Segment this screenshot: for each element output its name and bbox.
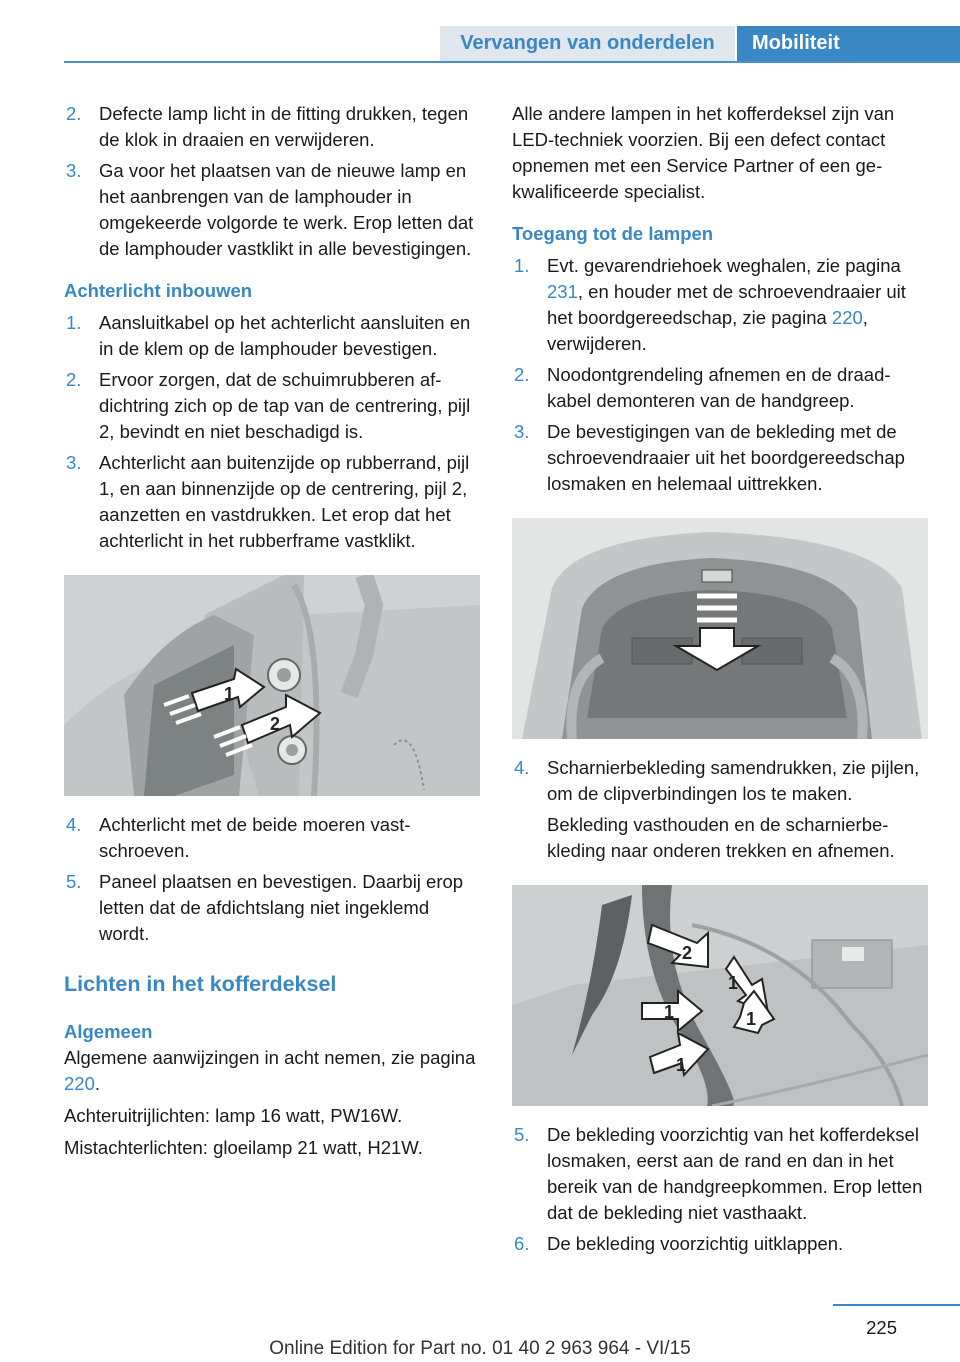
step-number: 5. <box>66 871 82 892</box>
step-number: 1. <box>514 255 530 276</box>
subheading-general: Algemeen <box>64 1021 153 1042</box>
step-text: De bekleding voorzichtig uitklappen. <box>547 1233 844 1254</box>
page-link[interactable]: 220 <box>64 1073 95 1094</box>
trunk-lid-illustration <box>512 518 928 739</box>
step-number: 5. <box>514 1124 530 1145</box>
step-text: Noodontgrendeling afnemen en de draadkabel demonteren van de handgreep. <box>547 364 891 411</box>
list-item <box>64 812 480 864</box>
arrow-label: 1 <box>676 1055 687 1075</box>
list-item <box>64 869 480 947</box>
subheading-access: Toegang tot de lampen <box>512 223 714 244</box>
step-number: 3. <box>66 160 82 181</box>
step-text: Ervoor zorgen, dat de schuimrubberen afdichtring zich op de tap van de centrering, pijl 2, bevindt en niet beschadigd is. <box>99 369 471 442</box>
page-link[interactable]: 220 <box>831 307 863 328</box>
step-text: Ga voor het plaatsen van de nieuwe lamp en het aanbrengen van de lamphouder in omgekeerde volgorde te werk. Erop letten dat de lamphouder vastklikt in alle bevestigingen. <box>99 160 474 259</box>
taillight-illustration <box>64 575 480 796</box>
step-text: Paneel plaatsen en bevestigen. Daarbij erop letten dat de afdichtslang niet ingeklemd wordt. <box>99 871 464 944</box>
right-column <box>512 101 927 1262</box>
header-rule <box>64 61 960 63</box>
step-text-part: , verwijderen. <box>547 307 868 354</box>
step-subtext: Bekleding vasthouden en de scharnierbekleding naar onderen trekken en afnemen. <box>547 814 895 861</box>
general-paragraph <box>64 1045 480 1097</box>
page-link[interactable]: 231 <box>547 281 578 302</box>
step-text: Achterlicht aan buitenzijde op rubberrand, pijl 1, en aan binnenzijde op de centrering, pijl 2, aanzetten en vastdrukken. Let erop dat het achterlicht in het rubberframe vastklikt. <box>99 452 470 551</box>
general-text: Algemene aanwijzingen in acht nemen, zie pagina <box>64 1047 476 1068</box>
list-item <box>512 1231 927 1257</box>
step-number: 1. <box>66 312 82 333</box>
page-number: 225 <box>866 1317 897 1338</box>
header-section-tab[interactable]: Vervangen van onderdelen <box>440 26 735 61</box>
list-item <box>64 101 480 153</box>
left-column <box>64 101 480 1167</box>
intro-paragraph: Alle andere lampen in het kofferdeksel zijn van LED-techniek voorzien. Bij een defect contact opnemen met een Service Partner of een gekwalificeerde specialist. <box>512 103 895 202</box>
step-number: 2. <box>514 364 530 385</box>
footer-edition: Online Edition for Part no. 01 40 2 963 964 - VI/15 <box>269 1338 691 1359</box>
step-text-part: Evt. gevarendriehoek weghalen, zie pagina <box>547 255 901 276</box>
list-item <box>512 1122 927 1226</box>
list-item <box>64 158 480 262</box>
step-text-part: , en houder met de schroevendraaier uit het boordgereedschap, zie pagina <box>547 281 906 328</box>
list-item <box>512 253 927 357</box>
arrow-label: 2 <box>270 714 281 734</box>
step-text: Defecte lamp licht in de fitting drukken, tegen de klok in draaien en verwijderen. <box>99 103 469 150</box>
step-text: Scharnierbekleding samendrukken, zie pijlen, om de clipverbindingen los te maken. <box>547 757 920 804</box>
list-item <box>64 367 480 445</box>
arrow-label: 1 <box>664 1002 675 1022</box>
arrow-label: 2 <box>682 943 693 963</box>
step-number: 6. <box>514 1233 530 1254</box>
list-item <box>512 755 927 864</box>
step-text: De bevestigingen van de bekleding met de schroevendraaier uit het boordgereedschap losmaken en helemaal uittrekken. <box>547 421 905 494</box>
trunk-lid-figure <box>512 518 928 739</box>
list-item <box>512 362 927 414</box>
fog-lights-text: Mistachterlichten: gloeilamp 21 watt, H21W. <box>64 1137 423 1158</box>
step-number: 2. <box>66 369 82 390</box>
hinge-trim-illustration <box>512 885 928 1106</box>
arrow-label: 1 <box>746 1009 757 1029</box>
step-text: Aansluitkabel op het achterlicht aansluiten en in de klem op de lamphouder bevestigen. <box>99 312 471 359</box>
step-number: 2. <box>66 103 82 124</box>
step-number: 3. <box>514 421 530 442</box>
header-chapter-tab[interactable]: Mobiliteit <box>737 26 960 61</box>
step-text: Achterlicht met de beide moeren vastschroeven. <box>99 814 411 861</box>
step-text: De bekleding voorzichtig van het kofferdeksel losmaken, eerst aan de rand en dan in het bereik van de handgreepkommen. Erop letten dat de bekleding niet vasthaakt. <box>547 1124 923 1223</box>
step-text <box>547 253 927 357</box>
list-item <box>512 419 927 497</box>
arrow-label: 1 <box>728 973 739 993</box>
list-item <box>64 310 480 362</box>
taillight-figure <box>64 575 480 796</box>
step-number: 4. <box>514 757 530 778</box>
list-item <box>64 450 480 554</box>
step-number: 3. <box>66 452 82 473</box>
footer-rule <box>833 1304 960 1306</box>
arrow-label: 1 <box>224 684 235 704</box>
hinge-trim-figure <box>512 885 928 1106</box>
subheading-install: Achterlicht inbouwen <box>64 280 253 301</box>
step-number: 4. <box>66 814 82 835</box>
general-text-end: . <box>94 1073 101 1094</box>
section-title: Lichten in het kofferdeksel <box>64 972 337 996</box>
reverse-lights-text: Achteruitrijlichten: lamp 16 watt, PW16W. <box>64 1105 403 1126</box>
